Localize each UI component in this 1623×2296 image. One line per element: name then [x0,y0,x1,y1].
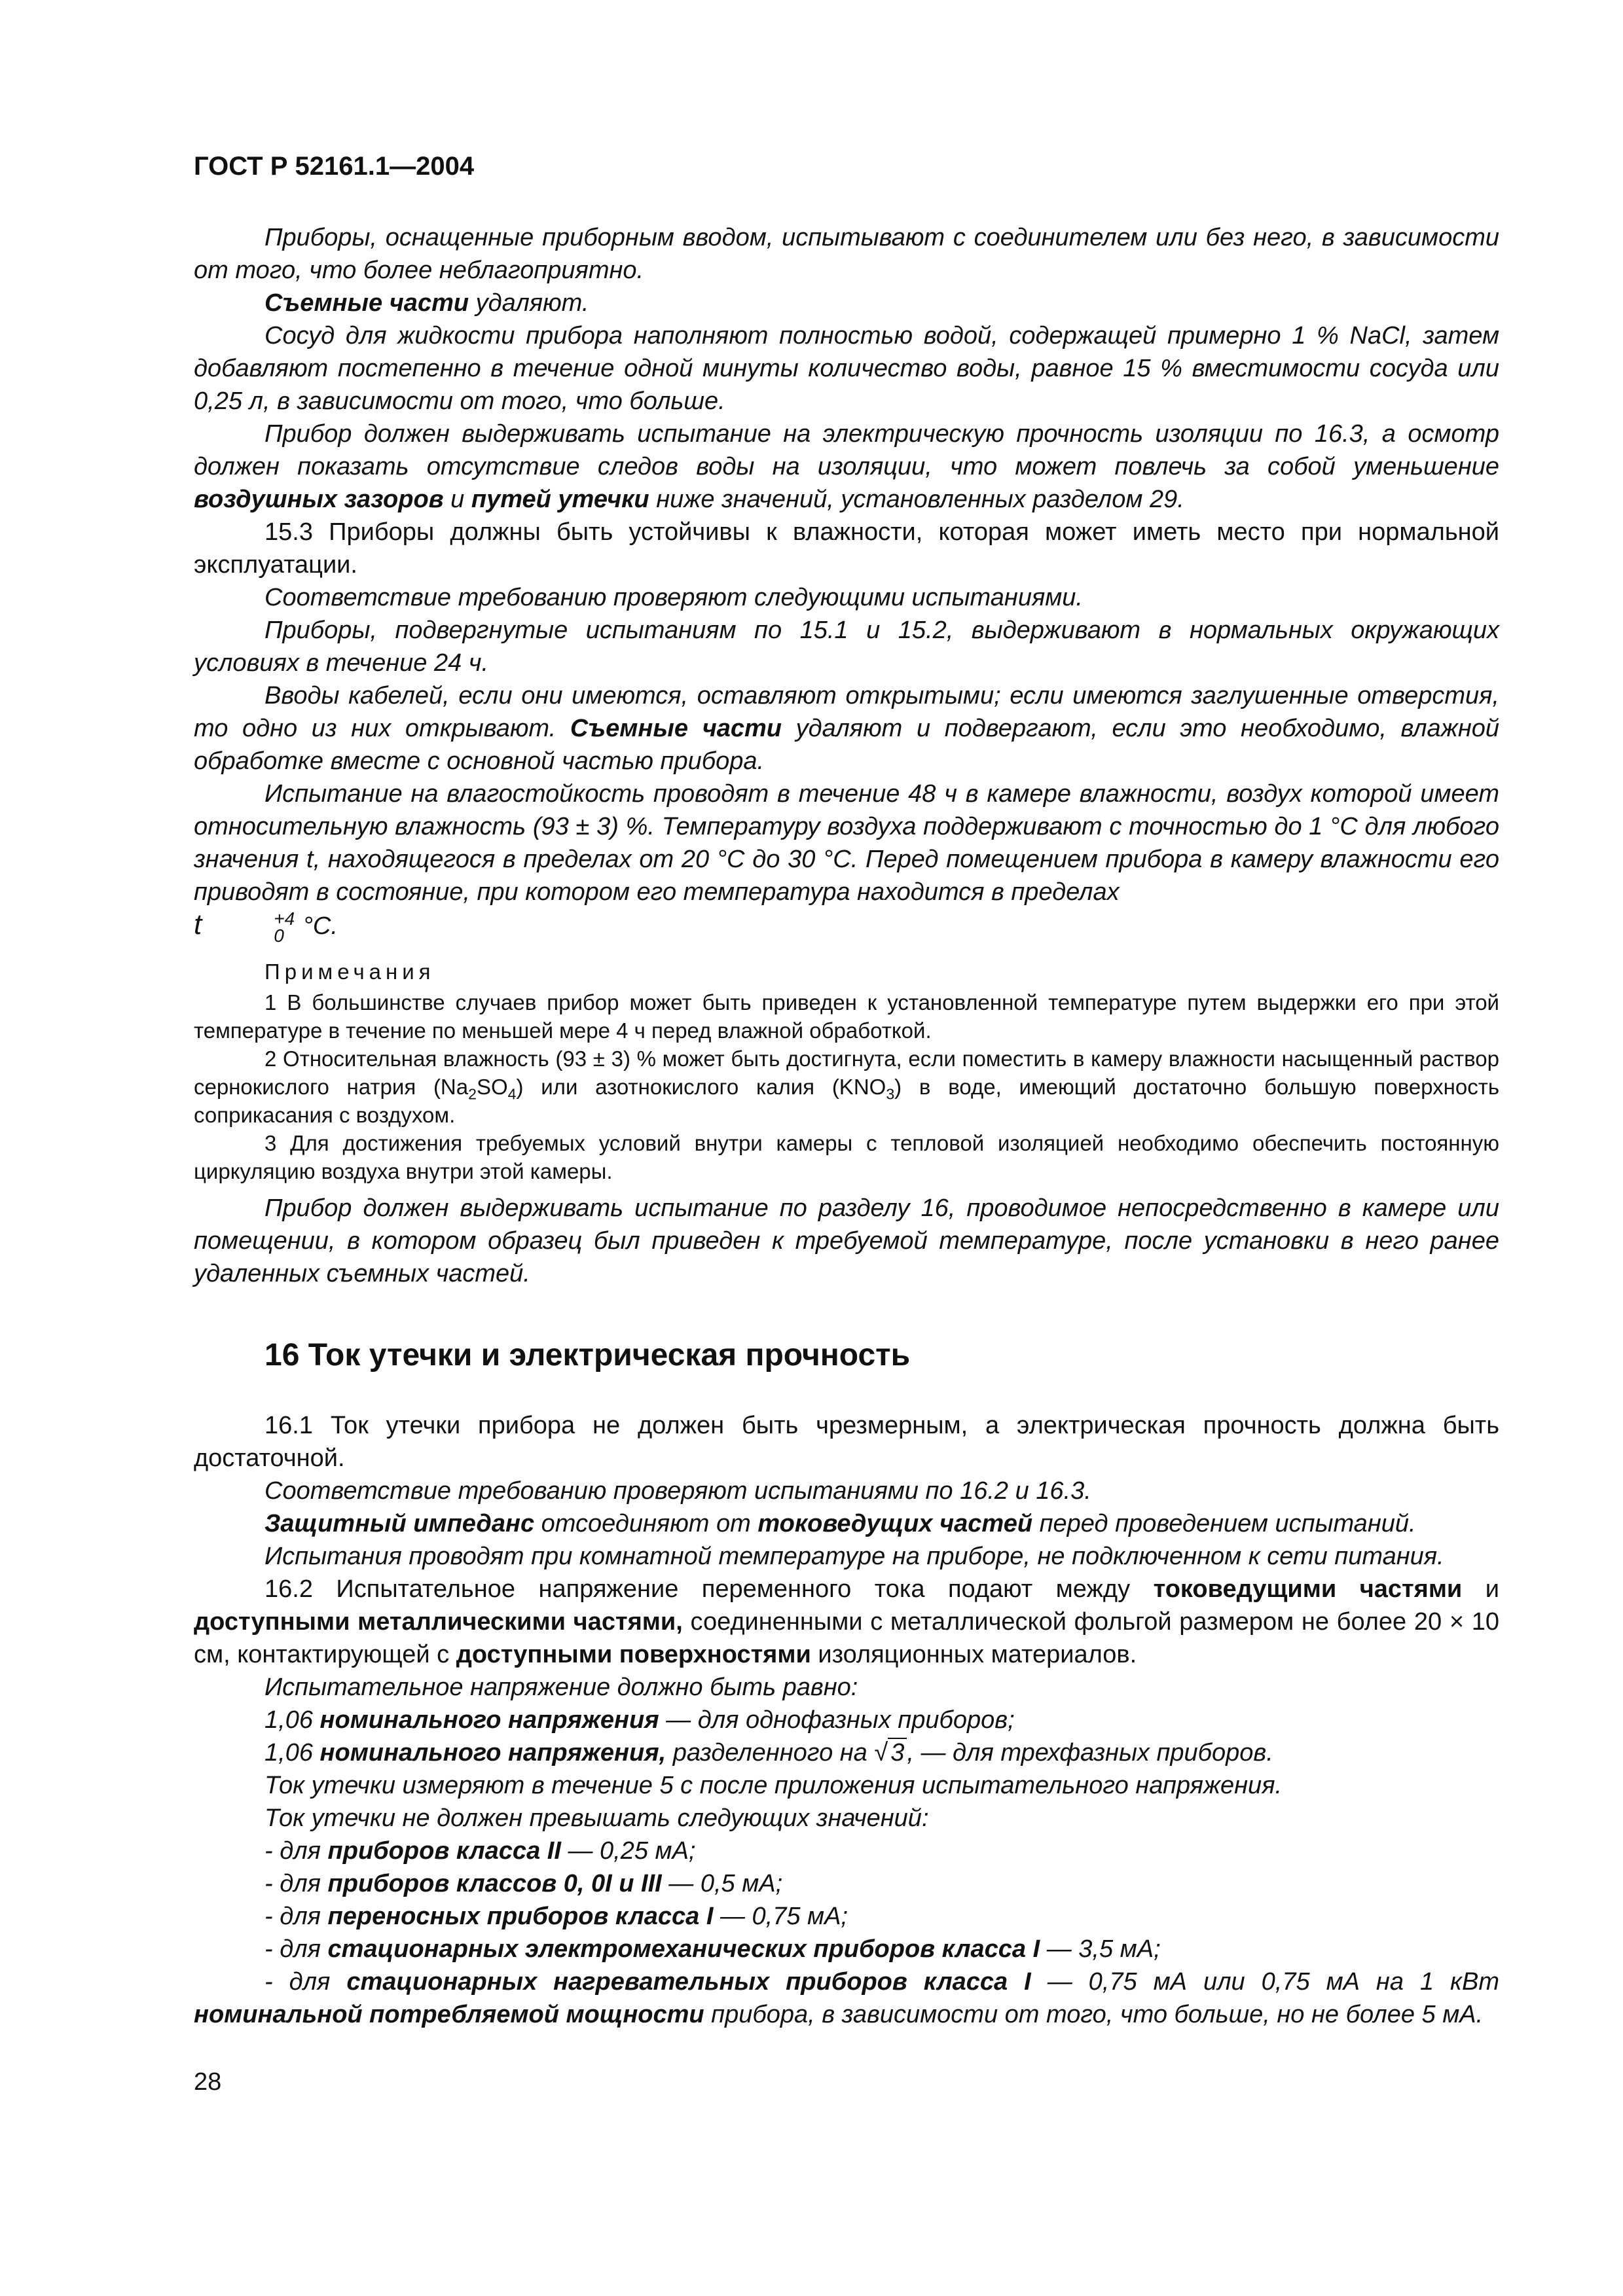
paragraph-16-2 [194,1573,1499,1671]
text-fragment: , — для трехфазных приборов. [907,1738,1273,1767]
paragraph-protective-impedance [194,1507,1499,1540]
text-fragment: удаляют. [469,289,589,317]
text-fragment: Прибор должен выдерживать испытание на электрическую прочность изоляции по 16.3, а осмотр должен показать отсутствие следов воды на изоляции, что может повлечь за собой уменьшение [194,420,1499,480]
paragraph-leakage-limits: Ток утечки не должен превышать следующих значений: [264,1804,929,1832]
term-live-parts-2: токоведущими частями [1153,1575,1463,1603]
text-fragment: отсоединяют от [534,1509,758,1537]
term-class-0-0i-iii: приборов классов 0, 0I и III [327,1869,662,1897]
paragraph-electric-strength-check [194,418,1499,516]
term-creepage: путей утечки [471,486,649,513]
text-fragment: - для [264,1837,328,1865]
list-item-portable-class-i [194,1900,1499,1933]
text-fragment: - для [264,1869,328,1897]
list-item-stationary-heating-class-i [194,1965,1499,2031]
temperature-tolerance [203,910,295,944]
section-16-title: 16 Ток утечки и электрическая прочность [264,1337,911,1372]
text-fragment: 2 Относительная влажность (93 ± 3) % может быть достигнута, если поместить в камеру влажности насыщенный раствор сернокислого натрия (Na [194,1046,1499,1099]
paragraph-cable-entries [194,679,1499,778]
temperature-symbol: t [194,908,202,941]
subscript: 3 [886,1085,895,1103]
subscript: 2 [468,1085,477,1103]
text-fragment: и [443,486,471,513]
paragraph-section-16-test: Прибор должен выдерживать испытание по разделу 16, проводимое непосредственно в камере или помещении, в котором образец был приведен к требуемой температуре, после установки в него ранее удаленных съемных частей. [194,1194,1499,1287]
term-rated-power-input: номинальной потребляемой мощности [194,2000,704,2028]
text-fragment: °С. [296,912,338,940]
note-3: 3 Для достижения требуемых условий внутри камеры с тепловой изоляцией необходимо обеспечить постоянную циркуляцию воздуха внутри этой камеры. [194,1130,1499,1183]
document-body [194,221,1499,2031]
term-live-parts: токоведущих частей [757,1509,1033,1537]
term-rated-voltage-2: номинального напряжения, [319,1738,666,1767]
text-fragment: SO [476,1074,508,1099]
paragraph-liquid-container: Сосуд для жидкости прибора наполняют полностью водой, содержащей примерно 1 % NaCl, затем добавляют постепенно в течение одной минуты количество воды, равное 15 % вместимости сосуда или 0,25 л, в зависимости от того, что больше. [194,322,1499,415]
term-protective-impedance: Защитный импеданс [264,1509,535,1537]
tolerance-upper: +4 [274,908,295,929]
term-stationary-motor-class-i: стационарных электромеханических приборов класса I [327,1935,1040,1963]
text-fragment: — 0,75 мА или 0,75 мА на 1 кВт [1030,1967,1499,1996]
term-accessible-metal-parts: доступными металлическими частями, [194,1607,683,1636]
term-removable-parts: Съемные части [264,289,469,317]
text-fragment: — 0,5 мА; [661,1869,783,1897]
list-item-class-ii [194,1835,1499,1867]
paragraph-conditions-24h: Приборы, подвергнутые испытаниям по 15.1 и 15.2, выдерживают в нормальных окружающих условиях в течение 24 ч. [194,617,1499,677]
paragraph-appliance-inlet: Приборы, оснащенные приборным вводом, испытывают с соединителем или без него, в зависимости от того, что более неблагоприятно. [194,224,1499,284]
paragraph-16-compliance: Соответствие требованию проверяют испытаниями по 16.2 и 16.3. [264,1477,1091,1505]
paragraph-humidity-test [194,778,1499,944]
text-fragment: ) или азотнокислого калия (KNO [516,1074,886,1099]
text-fragment: - для [264,1902,328,1930]
term-stationary-heating-class-i: стационарных нагревательных приборов класса I [346,1967,1031,1996]
text-fragment: и [1462,1575,1499,1603]
paragraph-16-1: 16.1 Ток утечки прибора не должен быть чрезмерным, а электрическая прочность должна быть достаточной. [194,1411,1499,1472]
text-fragment: - для [264,1967,347,1996]
text-fragment: Вводы кабелей, если они имеются, оставляют открытыми; если имеются заглушенные отверстия, то одно из них открывают. [194,682,1499,742]
term-clearances: воздушных зазоров [194,486,444,513]
sqrt-value: 3 [888,1738,907,1767]
text-fragment: ) в воде, имеющий достаточно большую поверхность соприкасания с воздухом. [194,1074,1500,1127]
text-fragment: — 0,25 мА; [560,1837,696,1865]
paragraph-test-voltage: Испытательное напряжение должно быть равно: [264,1673,858,1701]
tolerance-lower: 0 [274,925,284,946]
text-fragment: Испытание на влагостойкость проводят в течение 48 ч в камере влажности, воздух которой имеет относительную влажность (93 ± 3) %. Температуру воздуха поддерживают с точностью до 1 °С для любого значения t, находящегося в пределах от 20 °С до 30 °С. Перед помещением прибора в камеру влажности его приводят в состояние, при котором его температура находится в пределах [194,780,1499,906]
list-item-single-phase [194,1704,1499,1736]
text-fragment: 16.2 Испытательное напряжение переменного тока подают между [264,1575,1154,1603]
document-header: ГОСТ Р 52161.1—2004 [194,152,475,181]
subscript: 4 [507,1085,517,1103]
term-portable-class-i: переносных приборов класса I [327,1902,714,1930]
note-2 [194,1045,1499,1129]
text-fragment: удаляют и подвергают, если это необходимо, влажной обработке вместе с основной частью прибора. [194,715,1499,775]
text-fragment: ниже значений, установленных разделом 29. [649,486,1184,513]
list-item-stationary-motor-class-i [194,1933,1499,1965]
term-class-ii: приборов класса II [327,1837,561,1865]
paragraph-compliance-tests: Соответствие требованию проверяют следующими испытаниями. [264,584,1083,611]
paragraph-leakage-measure: Ток утечки измеряют в течение 5 с после приложения испытательного напряжения. [264,1771,1283,1799]
note-1: 1 В большинстве случаев прибор может быть приведен к установленной температуре путем выдержки его при этой температуре в течение по меньшей мере 4 ч перед влажной обработкой. [194,990,1499,1043]
text-fragment: - для [264,1935,328,1963]
list-item-three-phase [194,1736,1499,1769]
notes-title: Примечания [264,959,435,984]
text-fragment: разделенного на [666,1738,875,1767]
text-fragment: — для однофазных приборов; [659,1706,1015,1734]
paragraph-removable-parts [194,287,1499,319]
term-removable-parts-2: Съемные части [570,715,782,742]
term-rated-voltage: номинального напряжения [319,1706,659,1734]
text-fragment: перед проведением испытаний. [1032,1509,1416,1537]
text-fragment: изоляционных материалов. [811,1640,1137,1668]
notes-block [194,958,1499,1185]
text-fragment: — 3,5 мА; [1040,1935,1161,1963]
list-item-class-0-0i-iii [194,1867,1499,1900]
text-fragment: — 0,75 мА; [713,1902,848,1930]
term-accessible-surfaces: доступными поверхностями [456,1640,811,1668]
text-fragment: 1,06 [264,1706,320,1734]
sqrt-symbol: √ [874,1738,888,1767]
text-fragment: 1,06 [264,1738,320,1767]
text-fragment: соединенными с металлической фольгой размером не более 20 × 10 см, контактирующей с [194,1607,1499,1668]
page-number: 28 [194,2068,222,2096]
text-fragment: прибора, в зависимости от того, что больше, но не более 5 мА. [704,2000,1484,2028]
paragraph-15-3: 15.3 Приборы должны быть устойчивы к влажности, которая может иметь место при нормальной эксплуатации. [194,518,1499,579]
paragraph-room-temperature: Испытания проводят при комнатной температуре на приборе, не подключенном к сети питания. [264,1542,1444,1570]
